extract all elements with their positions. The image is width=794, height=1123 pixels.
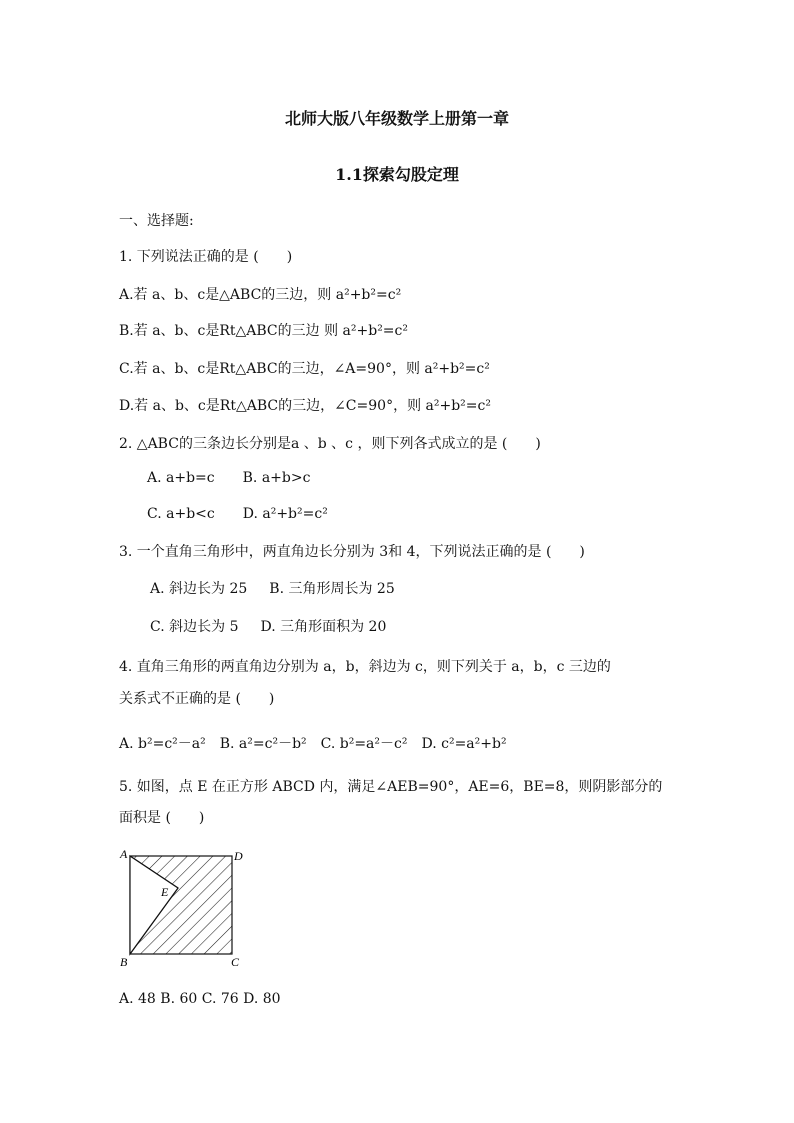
q2-options-row-2 [147,506,328,522]
q4-option-a: A. b²=c²－a² [119,736,206,752]
q5-stem-line-1: 5. 如图，点 E 在正方形 ABCD 内，满足∠AEB=90°，AE=6，BE=8，则阴影部分的 [119,779,663,795]
q2-options-row-1 [147,470,310,486]
q2-option-b: B. a+b>c [242,470,311,486]
q3-option-c: C. 斜边长为 5 [150,619,239,635]
q4-option-d: D. c²=a²+b² [421,736,507,752]
square-figure [112,842,252,972]
q1-option-b: B.若 a、b、c是Rt△ABC的三边 则 a²+b²=c² [119,323,408,339]
q5-option-b: B. 60 [160,991,198,1007]
q1-option-a: A.若 a、b、c是△ABC的三边，则 a²+b²=c² [119,287,402,303]
q3-option-b: B. 三角形周长为 25 [269,581,395,597]
vertex-label-a: A [120,847,128,861]
vertex-label-e: E [161,885,169,899]
q4-option-c: C. b²=a²－c² [320,736,408,752]
q4-options-row [119,733,507,753]
q4-stem-line-1: 4. 直角三角形的两直角边分别为 a，b，斜边为 c，则下列关于 a，b，c 三边的 [119,659,611,675]
vertex-label-c: C [231,955,240,969]
q2-option-a: A. a+b=c [147,470,215,486]
q5-option-a: A. 48 [119,991,156,1007]
document-title: 北师大版八年级数学上册第一章 [284,109,509,128]
q3-options-row-1 [150,578,395,598]
q2-option-d: D. a²+b²=c² [242,506,328,522]
vertex-label-d: D [234,849,243,863]
q5-stem-line-2: 面积是 ( ) [119,810,205,826]
q5-option-c: C. 76 [201,991,239,1007]
q5-option-d: D. 80 [243,991,281,1007]
q1-option-c: C.若 a、b、c是Rt△ABC的三边，∠A=90°，则 a²+b²=c² [119,361,490,377]
q2-stem: 2. △ABC的三条边长分别是a 、b 、c ，则下列各式成立的是 ( ) [119,436,541,452]
q5-options-row [119,991,281,1007]
q3-option-d: D. 三角形面积为 20 [260,619,387,635]
q4-stem-line-2: 关系式不正确的是 ( ) [119,691,275,707]
q3-stem: 3. 一个直角三角形中，两直角边长分别为 3和 4，下列说法正确的是 ( ) [119,544,585,560]
q3-option-a: A. 斜边长为 25 [150,581,248,597]
section-heading: 一、选择题: [119,213,194,229]
q4-option-b: B. a²=c²－b² [219,736,307,752]
q1-option-d: D.若 a、b、c是Rt△ABC的三边，∠C=90°，则 a²+b²=c² [119,398,491,414]
q2-option-c: C. a+b<c [147,506,215,522]
q3-options-row-2 [150,616,386,636]
vertex-label-b: B [120,955,128,969]
document-subtitle: 1.1探索勾股定理 [335,165,459,184]
q1-stem: 1. 下列说法正确的是 ( ) [119,249,293,265]
